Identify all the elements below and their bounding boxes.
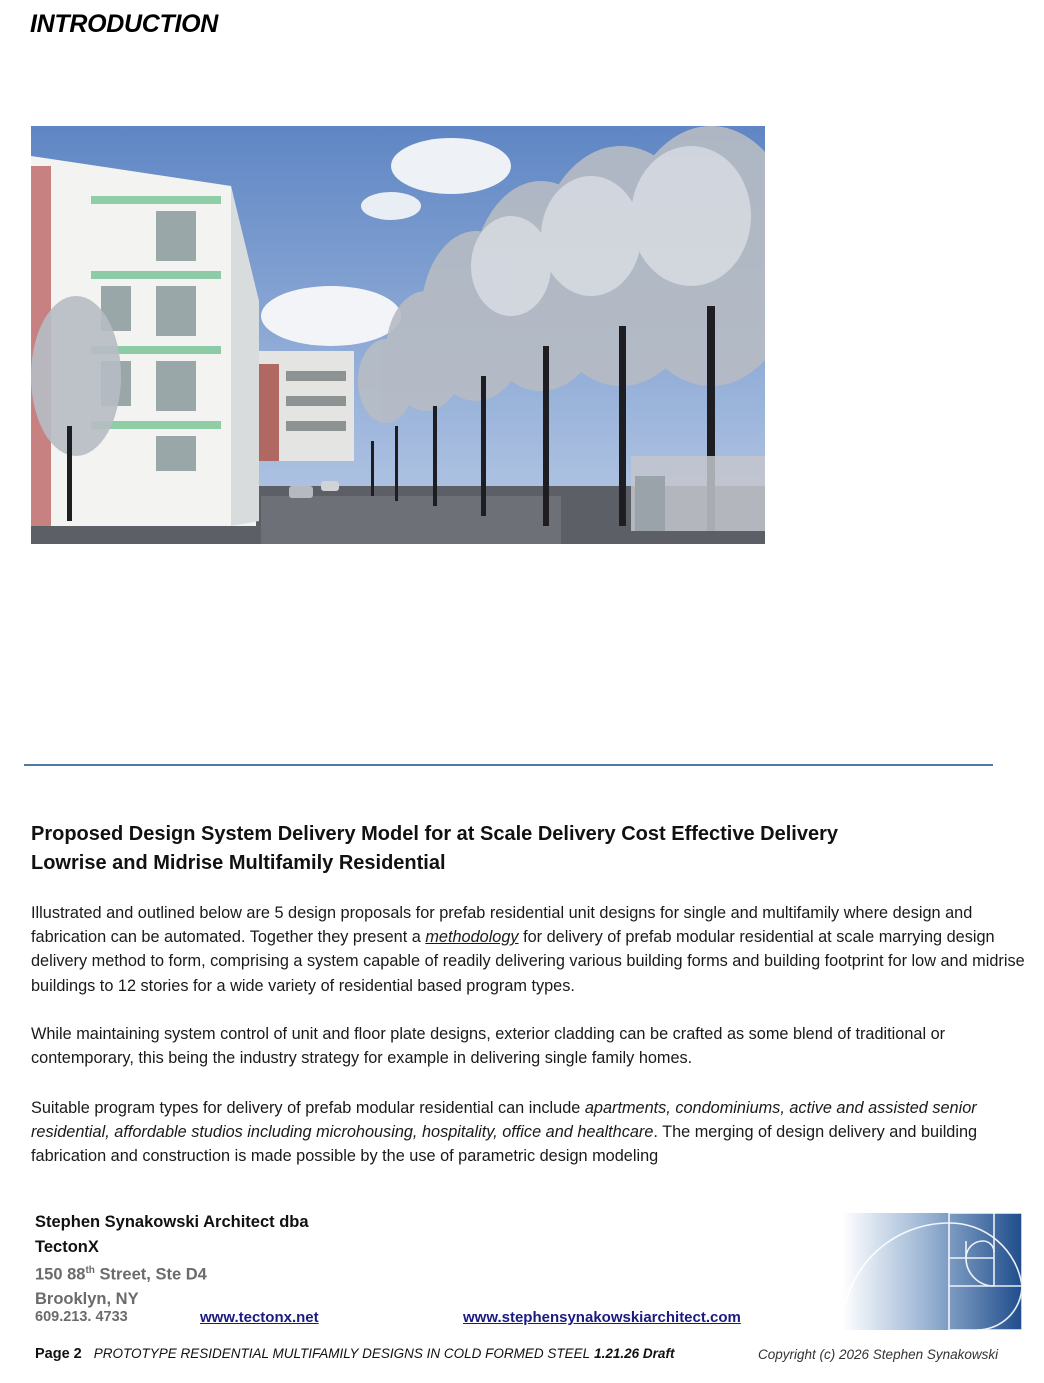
contact-company: TectonX	[35, 1237, 99, 1256]
hero-rendering-image	[31, 126, 765, 544]
page-number: Page 2	[35, 1346, 82, 1362]
methodology-emphasis: methodology	[425, 928, 519, 947]
website-link-architect[interactable]: www.stephensynakowskiarchitect.com	[463, 1309, 741, 1326]
paragraph-intro-text-a: Illustrated and outlined below are 5 design proposals for prefab residential unit designs for single and multifamily where design and fabrication can be automated. Together they present a	[31, 904, 973, 947]
document-title	[31, 820, 1011, 878]
section-divider	[24, 764, 993, 766]
paragraph-intro-text-b: for delivery of prefab modular residential at scale marrying design delivery method to form, comprising a system capable of readily delivering various building forms and building footprint for low and midrise buildings to 12 stories for a wide variety of residential based program types.	[31, 928, 1025, 995]
contact-street	[35, 1259, 309, 1287]
title-line-2: Lowrise and Midrise Multifamily Residential	[31, 852, 446, 874]
paragraph-intro	[31, 901, 1026, 998]
contact-name: Stephen Synakowski Architect dba	[35, 1213, 309, 1231]
golden-spiral-logo	[842, 1213, 1022, 1330]
street-rest: Street, Ste D4	[94, 1265, 207, 1284]
footer-version: 1.21.26 Draft	[594, 1346, 675, 1361]
contact-block	[35, 1210, 309, 1312]
section-heading: INTRODUCTION	[30, 10, 219, 38]
program-types-emphasis: apartments, condominiums, active and assisted senior residential, affordable studios including microhousing, hospitality, office and healthcare	[31, 1099, 977, 1142]
copyright-notice: Copyright (c) 2026 Stephen Synakowski	[758, 1347, 999, 1362]
contact-phone: 609.213. 4733	[35, 1309, 128, 1325]
footer-document-title: PROTOTYPE RESIDENTIAL MULTIFAMILY DESIGNS IN COLD FORMED STEEL	[93, 1346, 591, 1361]
street-number: 150 88	[35, 1265, 86, 1284]
website-link-tectonx[interactable]: www.tectonx.net	[200, 1309, 319, 1326]
title-line-1: Proposed Design System Delivery Model for at Scale Delivery Cost Effective Delivery	[31, 823, 838, 845]
paragraph-program-text-b: . The merging of design delivery and building fabrication and construction is made possible by the use of parametric design modeling	[31, 1123, 978, 1166]
street-suffix: th	[85, 1265, 95, 1276]
paragraph-program-text-a: Suitable program types for delivery of prefab modular residential can include	[31, 1099, 585, 1117]
contact-city: Brooklyn, NY	[35, 1290, 139, 1308]
page-footer	[35, 1346, 674, 1362]
paragraph-program-types	[31, 1096, 1026, 1169]
paragraph-cladding: While maintaining system control of unit and floor plate designs, exterior cladding can be crafted as some blend of traditional or contemporary, this being the industry strategy for example in delivering single family homes.	[31, 1025, 946, 1068]
